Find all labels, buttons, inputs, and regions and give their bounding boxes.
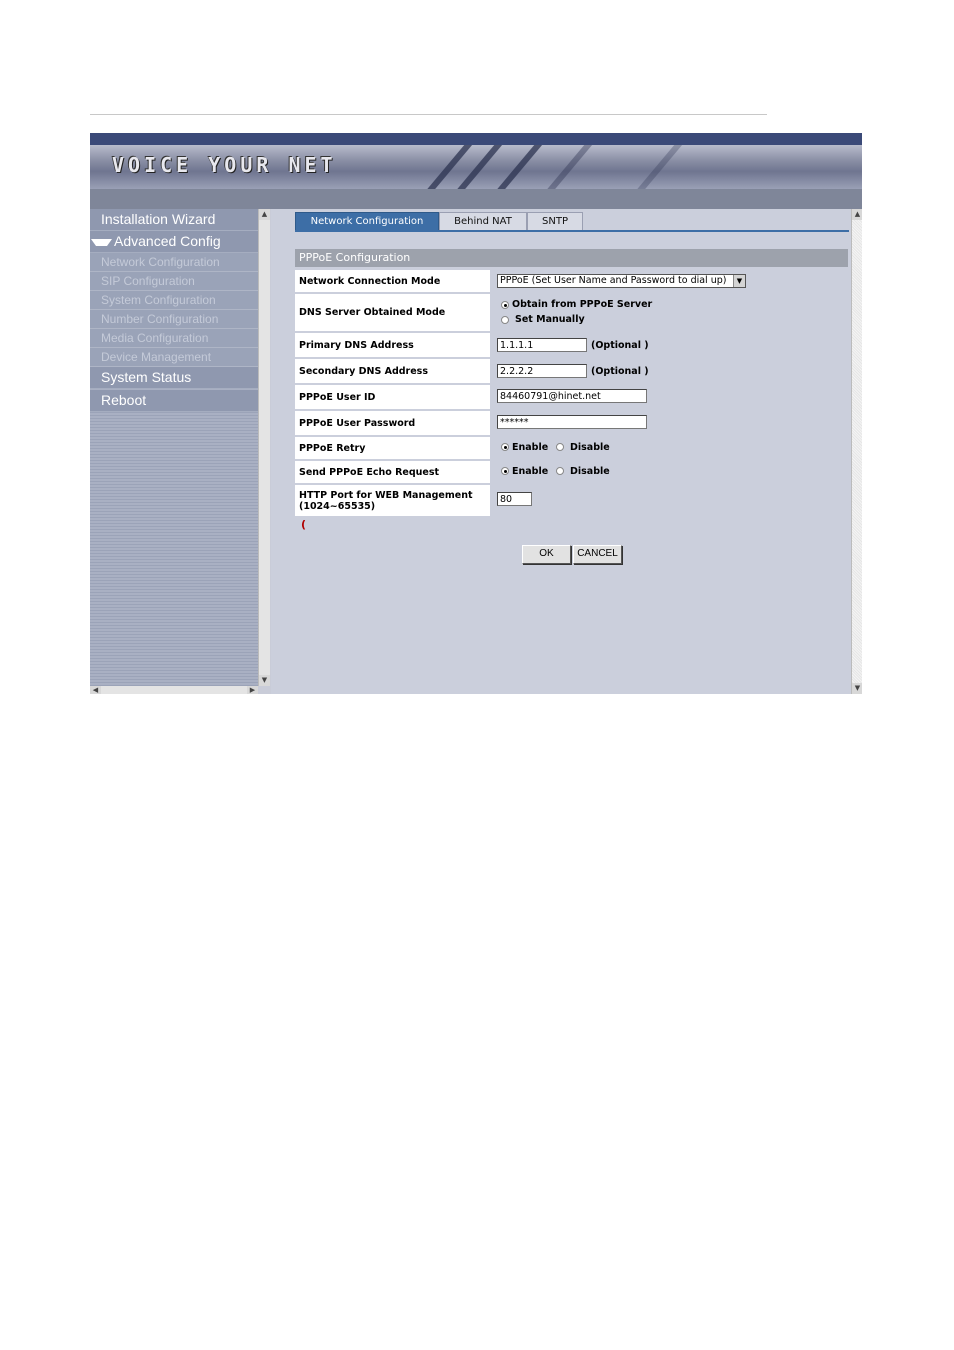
banner [90, 145, 862, 189]
dns-mode-radio-manual[interactable] [501, 316, 509, 324]
tab-sntp[interactable]: SNTP [527, 212, 583, 231]
secondary-dns-note: (Optional ) [591, 366, 649, 377]
http-port-input[interactable]: 80 [497, 492, 532, 506]
browser-frame [90, 133, 862, 694]
primary-dns-label: Primary DNS Address [295, 333, 490, 357]
sidebar-subitem-network-configuration[interactable]: Network Configuration [90, 253, 258, 272]
sidebar-scrollbar[interactable] [258, 209, 270, 686]
brand-logo: VOICE YOUR NET [112, 153, 337, 177]
dns-mode-radio-pppoe[interactable] [501, 301, 509, 309]
section-title: PPPoE Configuration [295, 249, 848, 267]
sidebar-subitem-system-configuration[interactable]: System Configuration [90, 291, 258, 310]
user-id-input[interactable]: 84460791@hinet.net [497, 389, 647, 403]
tab-underline [295, 230, 849, 232]
chevron-down-icon: ▼ [733, 275, 745, 287]
sidebar-subitem-media-configuration[interactable]: Media Configuration [90, 329, 258, 348]
sidebar [90, 209, 258, 686]
secondary-dns-input[interactable]: 2.2.2.2 [497, 364, 587, 378]
dns-mode-option-manual: Set Manually [515, 314, 585, 325]
tab-network-configuration[interactable]: Network Configuration [295, 212, 439, 232]
connection-mode-select[interactable]: PPPoE (Set User Name and Password to dial up) ▼ [497, 274, 746, 288]
user-password-input[interactable]: ****** [497, 415, 647, 429]
http-port-label-line2: (1024~65535) [299, 500, 376, 512]
user-id-label: PPPoE User ID [295, 385, 490, 409]
sidebar-horizontal-scrollbar[interactable] [90, 686, 258, 694]
sidebar-subitem-device-management[interactable]: Device Management [90, 348, 258, 367]
user-password-label: PPPoE User Password [295, 411, 490, 435]
tab-behind-nat[interactable]: Behind NAT [439, 212, 527, 231]
http-port-label-line1: HTTP Port for WEB Management [299, 489, 473, 501]
secondary-dns-label: Secondary DNS Address [295, 359, 490, 383]
retry-radio-disable[interactable] [556, 443, 564, 451]
sidebar-item-installation-wizard[interactable]: Installation Wizard [90, 209, 258, 231]
header-bar [90, 133, 862, 145]
retry-label: PPPoE Retry [295, 437, 490, 459]
retry-option-enable: Enable [512, 442, 549, 453]
sidebar-item-system-status[interactable]: System Status [90, 367, 258, 389]
required-mark: ( [301, 518, 307, 531]
connection-mode-label: Network Connection Mode [295, 270, 490, 292]
banner-streak [529, 145, 598, 189]
sidebar-subitem-number-configuration[interactable]: Number Configuration [90, 310, 258, 329]
echo-label: Send PPPoE Echo Request [295, 461, 490, 483]
sidebar-item-reboot[interactable]: Reboot [90, 390, 258, 412]
triangle-down-icon [91, 239, 112, 246]
cancel-button[interactable]: CANCEL [573, 545, 622, 564]
sidebar-item-advanced-config[interactable]: Advanced Config [90, 231, 258, 253]
header-strip [90, 189, 862, 209]
echo-option-disable: Disable [570, 466, 610, 477]
page-scrollbar[interactable] [851, 209, 862, 694]
main-content [271, 209, 851, 694]
banner-streak [619, 145, 688, 189]
echo-radio-disable[interactable] [556, 467, 564, 475]
primary-dns-note: (Optional ) [591, 340, 649, 351]
scroll-down-icon[interactable]: ▼ [259, 675, 270, 686]
ok-button[interactable]: OK [522, 545, 571, 564]
top-divider [90, 114, 767, 115]
scroll-left-icon[interactable]: ◀ [90, 686, 101, 694]
scroll-up-icon[interactable]: ▲ [259, 209, 270, 220]
http-port-label [295, 485, 490, 516]
retry-option-disable: Disable [570, 442, 610, 453]
dns-mode-label: DNS Server Obtained Mode [295, 294, 490, 331]
scroll-right-icon[interactable]: ▶ [247, 686, 258, 694]
echo-radio-enable[interactable] [501, 467, 509, 475]
echo-option-enable: Enable [512, 466, 549, 477]
primary-dns-input[interactable]: 1.1.1.1 [497, 338, 587, 352]
scroll-down-icon[interactable]: ▼ [852, 683, 862, 694]
retry-radio-enable[interactable] [501, 443, 509, 451]
dns-mode-option-pppoe: Obtain from PPPoE Server [512, 299, 653, 310]
scroll-up-icon[interactable]: ▲ [852, 209, 862, 220]
sidebar-subitem-sip-configuration[interactable]: SIP Configuration [90, 272, 258, 291]
